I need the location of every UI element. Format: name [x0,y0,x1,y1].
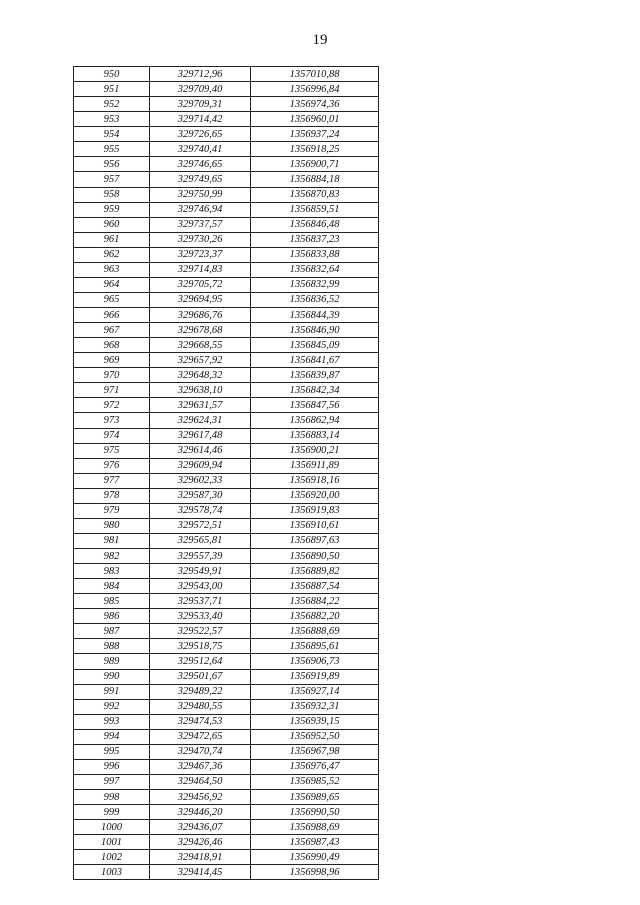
table-row [74,338,379,353]
y-coordinate-cell: 1356890,50 [251,549,379,564]
x-coordinate-cell: 329512,64 [150,654,251,669]
table-row [74,247,379,262]
point-number-cell: 965 [74,292,150,307]
y-coordinate-cell: 1356967,98 [251,744,379,759]
point-number-cell: 961 [74,232,150,247]
table-row [74,865,379,880]
y-coordinate-cell: 1356906,73 [251,654,379,669]
y-coordinate-cell: 1356839,87 [251,368,379,383]
y-coordinate-cell: 1356842,34 [251,383,379,398]
point-number-cell: 995 [74,744,150,759]
x-coordinate-cell: 329609,94 [150,458,251,473]
table-row [74,564,379,579]
y-coordinate-cell: 1356976,47 [251,759,379,774]
x-coordinate-cell: 329726,65 [150,127,251,142]
point-number-cell: 984 [74,579,150,594]
point-number-cell: 953 [74,112,150,127]
point-number-cell: 970 [74,368,150,383]
x-coordinate-cell: 329737,57 [150,217,251,232]
table-row [74,624,379,639]
y-coordinate-cell: 1356846,48 [251,217,379,232]
table-row [74,262,379,277]
table-row [74,850,379,865]
table-row [74,759,379,774]
point-number-cell: 1003 [74,865,150,880]
point-number-cell: 960 [74,217,150,232]
point-number-cell: 982 [74,549,150,564]
y-coordinate-cell: 1356859,51 [251,202,379,217]
x-coordinate-cell: 329709,40 [150,82,251,97]
x-coordinate-cell: 329614,46 [150,443,251,458]
table-row [74,699,379,714]
point-number-cell: 1002 [74,850,150,865]
y-coordinate-cell: 1356985,52 [251,774,379,789]
y-coordinate-cell: 1356870,83 [251,187,379,202]
y-coordinate-cell: 1356960,01 [251,112,379,127]
y-coordinate-cell: 1356836,52 [251,292,379,307]
y-coordinate-cell: 1356932,31 [251,699,379,714]
point-number-cell: 990 [74,669,150,684]
point-number-cell: 993 [74,714,150,729]
coordinates-table [73,66,379,880]
y-coordinate-cell: 1356883,14 [251,428,379,443]
point-number-cell: 956 [74,157,150,172]
table-row [74,353,379,368]
y-coordinate-cell: 1356927,14 [251,684,379,699]
point-number-cell: 1001 [74,835,150,850]
x-coordinate-cell: 329537,71 [150,594,251,609]
x-coordinate-cell: 329730,26 [150,232,251,247]
x-coordinate-cell: 329464,50 [150,774,251,789]
y-coordinate-cell: 1356939,15 [251,714,379,729]
table-row [74,413,379,428]
point-number-cell: 958 [74,187,150,202]
x-coordinate-cell: 329648,32 [150,368,251,383]
y-coordinate-cell: 1356911,89 [251,458,379,473]
y-coordinate-cell: 1356897,63 [251,533,379,548]
point-number-cell: 978 [74,488,150,503]
x-coordinate-cell: 329543,00 [150,579,251,594]
y-coordinate-cell: 1357010,88 [251,67,379,82]
y-coordinate-cell: 1356919,89 [251,669,379,684]
table-row [74,157,379,172]
point-number-cell: 999 [74,805,150,820]
point-number-cell: 987 [74,624,150,639]
table-row [74,97,379,112]
x-coordinate-cell: 329714,83 [150,262,251,277]
point-number-cell: 985 [74,594,150,609]
y-coordinate-cell: 1356919,83 [251,503,379,518]
x-coordinate-cell: 329587,30 [150,488,251,503]
x-coordinate-cell: 329557,39 [150,549,251,564]
point-number-cell: 991 [74,684,150,699]
table-row [74,744,379,759]
point-number-cell: 971 [74,383,150,398]
y-coordinate-cell: 1356990,49 [251,850,379,865]
x-coordinate-cell: 329602,33 [150,473,251,488]
x-coordinate-cell: 329489,22 [150,684,251,699]
y-coordinate-cell: 1356845,09 [251,338,379,353]
x-coordinate-cell: 329518,75 [150,639,251,654]
table-row [74,654,379,669]
point-number-cell: 992 [74,699,150,714]
table-row [74,383,379,398]
point-number-cell: 979 [74,503,150,518]
x-coordinate-cell: 329418,91 [150,850,251,865]
table-row [74,308,379,323]
point-number-cell: 952 [74,97,150,112]
x-coordinate-cell: 329572,51 [150,518,251,533]
point-number-cell: 968 [74,338,150,353]
point-number-cell: 976 [74,458,150,473]
x-coordinate-cell: 329631,57 [150,398,251,413]
x-coordinate-cell: 329746,65 [150,157,251,172]
table-row [74,473,379,488]
x-coordinate-cell: 329712,96 [150,67,251,82]
x-coordinate-cell: 329501,67 [150,669,251,684]
table-row [74,820,379,835]
table-row [74,323,379,338]
x-coordinate-cell: 329446,20 [150,805,251,820]
point-number-cell: 963 [74,262,150,277]
x-coordinate-cell: 329549,91 [150,564,251,579]
table-row [74,669,379,684]
y-coordinate-cell: 1356884,18 [251,172,379,187]
y-coordinate-cell: 1356987,43 [251,835,379,850]
x-coordinate-cell: 329723,37 [150,247,251,262]
y-coordinate-cell: 1356837,23 [251,232,379,247]
y-coordinate-cell: 1356888,69 [251,624,379,639]
y-coordinate-cell: 1356847,56 [251,398,379,413]
table-row [74,277,379,292]
point-number-cell: 989 [74,654,150,669]
point-number-cell: 980 [74,518,150,533]
y-coordinate-cell: 1356974,36 [251,97,379,112]
y-coordinate-cell: 1356996,84 [251,82,379,97]
x-coordinate-cell: 329749,65 [150,172,251,187]
point-number-cell: 972 [74,398,150,413]
x-coordinate-cell: 329470,74 [150,744,251,759]
y-coordinate-cell: 1356895,61 [251,639,379,654]
table-row [74,292,379,307]
table-row [74,518,379,533]
x-coordinate-cell: 329638,10 [150,383,251,398]
point-number-cell: 964 [74,277,150,292]
y-coordinate-cell: 1356918,25 [251,142,379,157]
x-coordinate-cell: 329426,46 [150,835,251,850]
y-coordinate-cell: 1356910,61 [251,518,379,533]
y-coordinate-cell: 1356988,69 [251,820,379,835]
y-coordinate-cell: 1356832,64 [251,262,379,277]
x-coordinate-cell: 329480,55 [150,699,251,714]
table-row [74,172,379,187]
x-coordinate-cell: 329456,92 [150,790,251,805]
x-coordinate-cell: 329467,36 [150,759,251,774]
table-row [74,368,379,383]
y-coordinate-cell: 1356841,67 [251,353,379,368]
table-row [74,443,379,458]
x-coordinate-cell: 329617,48 [150,428,251,443]
y-coordinate-cell: 1356846,90 [251,323,379,338]
table-row [74,609,379,624]
x-coordinate-cell: 329624,31 [150,413,251,428]
table-row [74,684,379,699]
x-coordinate-cell: 329578,74 [150,503,251,518]
point-number-cell: 1000 [74,820,150,835]
point-number-cell: 973 [74,413,150,428]
table-row [74,458,379,473]
point-number-cell: 975 [74,443,150,458]
table-row [74,805,379,820]
point-number-cell: 997 [74,774,150,789]
y-coordinate-cell: 1356889,82 [251,564,379,579]
table-row [74,579,379,594]
point-number-cell: 962 [74,247,150,262]
table-row [74,594,379,609]
point-number-cell: 967 [74,323,150,338]
point-number-cell: 966 [74,308,150,323]
table-row [74,790,379,805]
y-coordinate-cell: 1356900,21 [251,443,379,458]
x-coordinate-cell: 329714,42 [150,112,251,127]
x-coordinate-cell: 329678,68 [150,323,251,338]
point-number-cell: 951 [74,82,150,97]
y-coordinate-cell: 1356832,99 [251,277,379,292]
y-coordinate-cell: 1356952,50 [251,729,379,744]
point-number-cell: 998 [74,790,150,805]
point-number-cell: 977 [74,473,150,488]
y-coordinate-cell: 1356920,00 [251,488,379,503]
x-coordinate-cell: 329705,72 [150,277,251,292]
y-coordinate-cell: 1356884,22 [251,594,379,609]
table-row [74,714,379,729]
point-number-cell: 959 [74,202,150,217]
x-coordinate-cell: 329750,99 [150,187,251,202]
table-row [74,428,379,443]
table-row [74,112,379,127]
x-coordinate-cell: 329436,07 [150,820,251,835]
x-coordinate-cell: 329746,94 [150,202,251,217]
table-row [74,232,379,247]
table-row [74,202,379,217]
x-coordinate-cell: 329474,53 [150,714,251,729]
point-number-cell: 996 [74,759,150,774]
table-row [74,533,379,548]
y-coordinate-cell: 1356833,88 [251,247,379,262]
table-row [74,82,379,97]
table-row [74,835,379,850]
point-number-cell: 950 [74,67,150,82]
x-coordinate-cell: 329472,65 [150,729,251,744]
x-coordinate-cell: 329414,45 [150,865,251,880]
y-coordinate-cell: 1356918,16 [251,473,379,488]
x-coordinate-cell: 329686,76 [150,308,251,323]
y-coordinate-cell: 1356900,71 [251,157,379,172]
point-number-cell: 981 [74,533,150,548]
y-coordinate-cell: 1356937,24 [251,127,379,142]
point-number-cell: 983 [74,564,150,579]
y-coordinate-cell: 1356998,96 [251,865,379,880]
x-coordinate-cell: 329694,95 [150,292,251,307]
table-row [74,127,379,142]
table-row [74,549,379,564]
table-row [74,398,379,413]
point-number-cell: 969 [74,353,150,368]
x-coordinate-cell: 329740,41 [150,142,251,157]
y-coordinate-cell: 1356989,65 [251,790,379,805]
table-row [74,639,379,654]
point-number-cell: 954 [74,127,150,142]
table-row [74,187,379,202]
x-coordinate-cell: 329533,40 [150,609,251,624]
y-coordinate-cell: 1356887,54 [251,579,379,594]
table-row [74,729,379,744]
table-row [74,774,379,789]
x-coordinate-cell: 329522,57 [150,624,251,639]
y-coordinate-cell: 1356844,39 [251,308,379,323]
point-number-cell: 994 [74,729,150,744]
point-number-cell: 988 [74,639,150,654]
x-coordinate-cell: 329709,31 [150,97,251,112]
y-coordinate-cell: 1356862,94 [251,413,379,428]
point-number-cell: 955 [74,142,150,157]
point-number-cell: 986 [74,609,150,624]
table-row [74,142,379,157]
y-coordinate-cell: 1356882,20 [251,609,379,624]
table-row [74,67,379,82]
coordinates-table-body [74,67,379,880]
x-coordinate-cell: 329657,92 [150,353,251,368]
page-number: 19 [312,32,328,48]
table-row [74,503,379,518]
y-coordinate-cell: 1356990,50 [251,805,379,820]
point-number-cell: 957 [74,172,150,187]
x-coordinate-cell: 329668,55 [150,338,251,353]
point-number-cell: 974 [74,428,150,443]
table-row [74,488,379,503]
table-row [74,217,379,232]
x-coordinate-cell: 329565,81 [150,533,251,548]
